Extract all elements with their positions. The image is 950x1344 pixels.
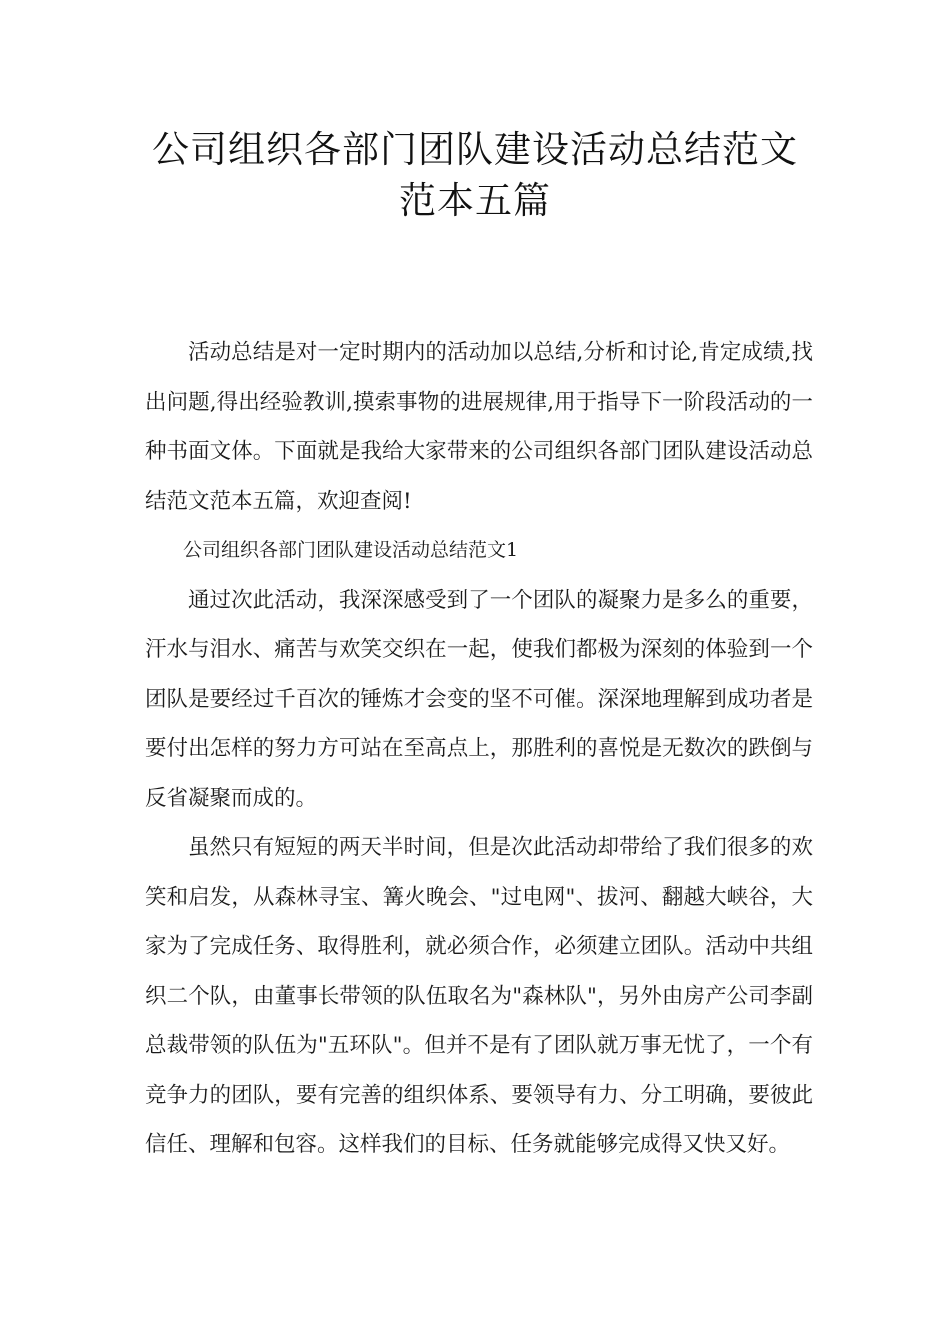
body-paragraph: 通过次此活动，我深深感受到了一个团队的凝聚力是多么的重要，汗水与泪水、痛苦与欢笑交织在一起，使我们都极为深刻的体验到一个团队是要经过千百次的锤炼才会变的坚不可催。深深地理解到成功者是要付出怎样的努力方可站在至高点上，那胜利的喜悦是无数次的跌倒与反省凝聚而成的。 bbox=[145, 587, 813, 811]
title-line-2: 范本五篇 bbox=[399, 179, 551, 222]
intro-paragraph: 活动总结是对一定时期内的活动加以总结,分析和讨论,肯定成绩,找出问题,得出经验教训,摸索事物的进展规律,用于指导下一阶段活动的一种书面文体。下面就是我给大家带来的公司组织各部门团队建设活动总结范文范本五篇，欢迎查阅! bbox=[145, 340, 813, 514]
section-heading: 公司组织各部门团队建设活动总结范文1 bbox=[183, 539, 519, 561]
document-title bbox=[120, 124, 830, 226]
title-line-1: 公司组织各部门团队建设活动总结范文 bbox=[152, 128, 798, 171]
body-paragraph: 虽然只有短短的两天半时间，但是次此活动却带给了我们很多的欢笑和启发，从森林寻宝、篝火晚会、"过电网"、拔河、翻越大峡谷，大家为了完成任务、取得胜利，就必须合作，必须建立团队。活动中共组织二个队，由董事长带领的队伍取名为"森林队"，另外由房产公司李副总裁带领的队伍为"五环队"。但并不是有了团队就万事无忧了，一个有竞争力的团队，要有完善的组织体系、要领导有力、分工明确，要彼此信任、理解和包容。这样我们的目标、任务就能够完成得又快又好。 bbox=[145, 835, 813, 1157]
document-body bbox=[145, 328, 813, 1170]
